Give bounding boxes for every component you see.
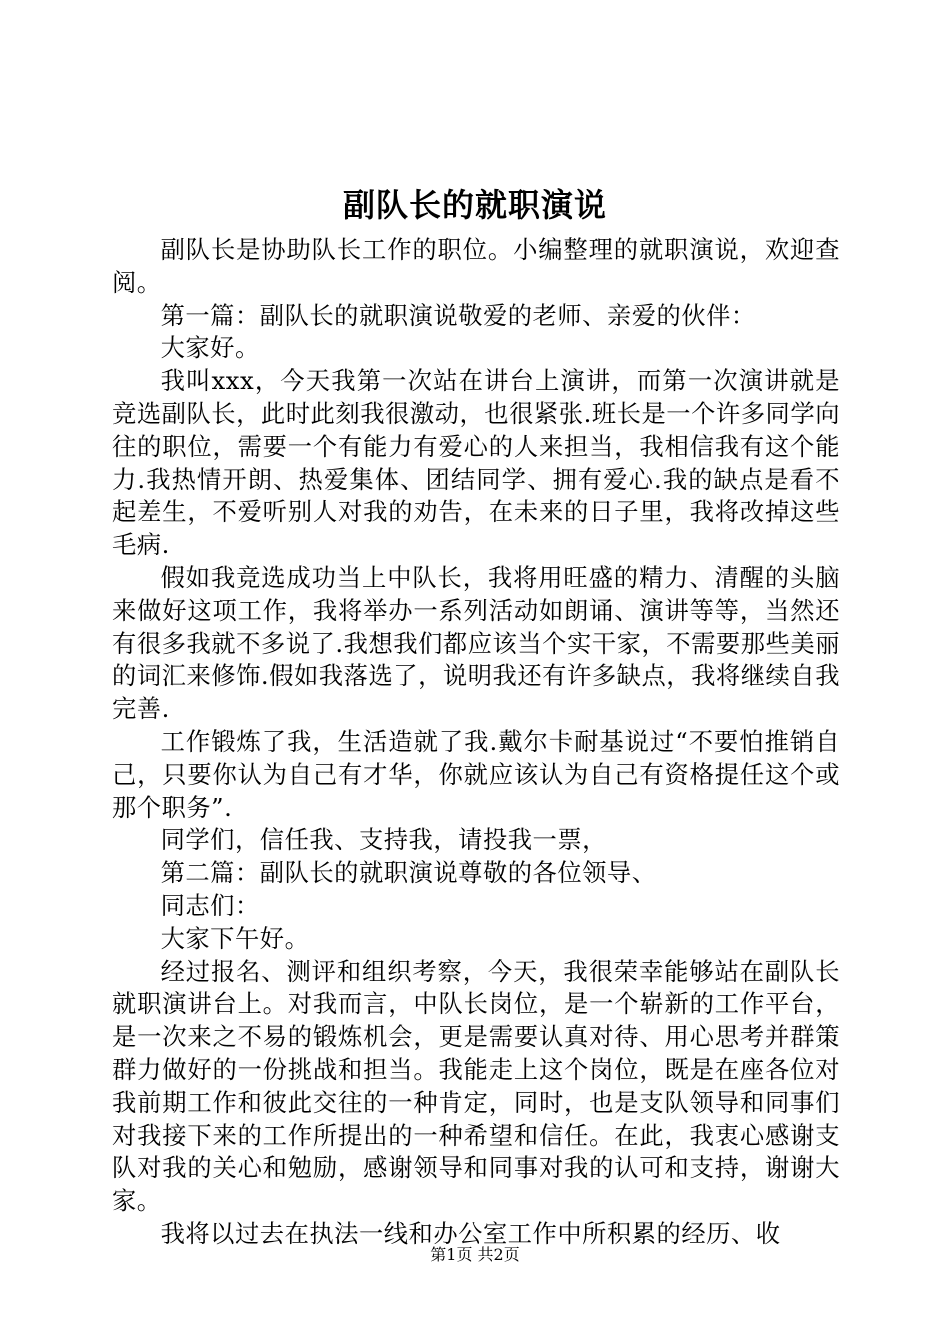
paragraph: 假如我竞选成功当上中队长，我将用旺盛的精力、清醒的头脑来做好这项工作，我将举办一系列活动如朗诵、演讲等等，当然还有很多我就不多说了.我想我们都应该当个实干家，不需要那些美丽的词汇来修饰.假如我落选了，说明我还有许多缺点，我将继续自我完善. xyxy=(112,562,840,724)
paragraph: 第二篇：副队长的就职演说尊敬的各位领导、 xyxy=(160,858,657,888)
paragraph: 工作锻炼了我，生活造就了我.戴尔卡耐基说过“不要怕推销自己，只要你认为自己有才华，你就应该认为自己有资格提任这个或那个职务”. xyxy=(112,726,840,822)
paragraph: 副队长是协助队长工作的职位。小编整理的就职演说，欢迎查阅。 xyxy=(112,235,840,297)
document-body xyxy=(112,234,840,1251)
paragraph: 我将以过去在执法一线和办公室工作中所积累的经历、收 xyxy=(160,1218,781,1248)
paragraph: 我叫xxx，今天我第一次站在讲台上演讲，而第一次演讲就是竞选副队长，此时此刻我很激动，也很紧张.班长是一个许多同学向往的职位，需要一个有能力有爱心的人来担当，我相信我有这个能力.我热情开朗、热爱集体、团结同学、拥有爱心.我的缺点是看不起差生，不爱听别人对我的劝告，在未来的日子里，我将改掉这些毛病. xyxy=(112,366,840,560)
paragraph: 同志们： xyxy=(160,890,260,920)
page-title: 副队长的就职演说 xyxy=(342,186,607,224)
paragraph: 同学们，信任我、支持我，请投我一票， xyxy=(160,825,607,855)
paragraph: 经过报名、测评和组织考察，今天，我很荣幸能够站在副队长就职演讲台上。对我而言，中队长岗位，是一个崭新的工作平台，是一次来之不易的锻炼机会，更是需要认真对待、用心思考并群策群力做好的一份挑战和担当。我能走上这个岗位，既是在座各位对我前期工作和彼此交往的一种肯定，同时，也是支队领导和同事们对我接下来的工作所提出的一种希望和信任。在此，我衷心感谢支队对我的关心和勉励，感谢领导和同事对我的认可和支持，谢谢大家。 xyxy=(112,956,840,1216)
paragraph: 大家好。 xyxy=(160,333,260,363)
paragraph: 大家下午好。 xyxy=(160,923,310,953)
page-footer: 第1页 共2页 xyxy=(430,1245,520,1264)
paragraph: 第一篇：副队长的就职演说敬爱的老师、亲爱的伙伴： xyxy=(160,300,756,330)
